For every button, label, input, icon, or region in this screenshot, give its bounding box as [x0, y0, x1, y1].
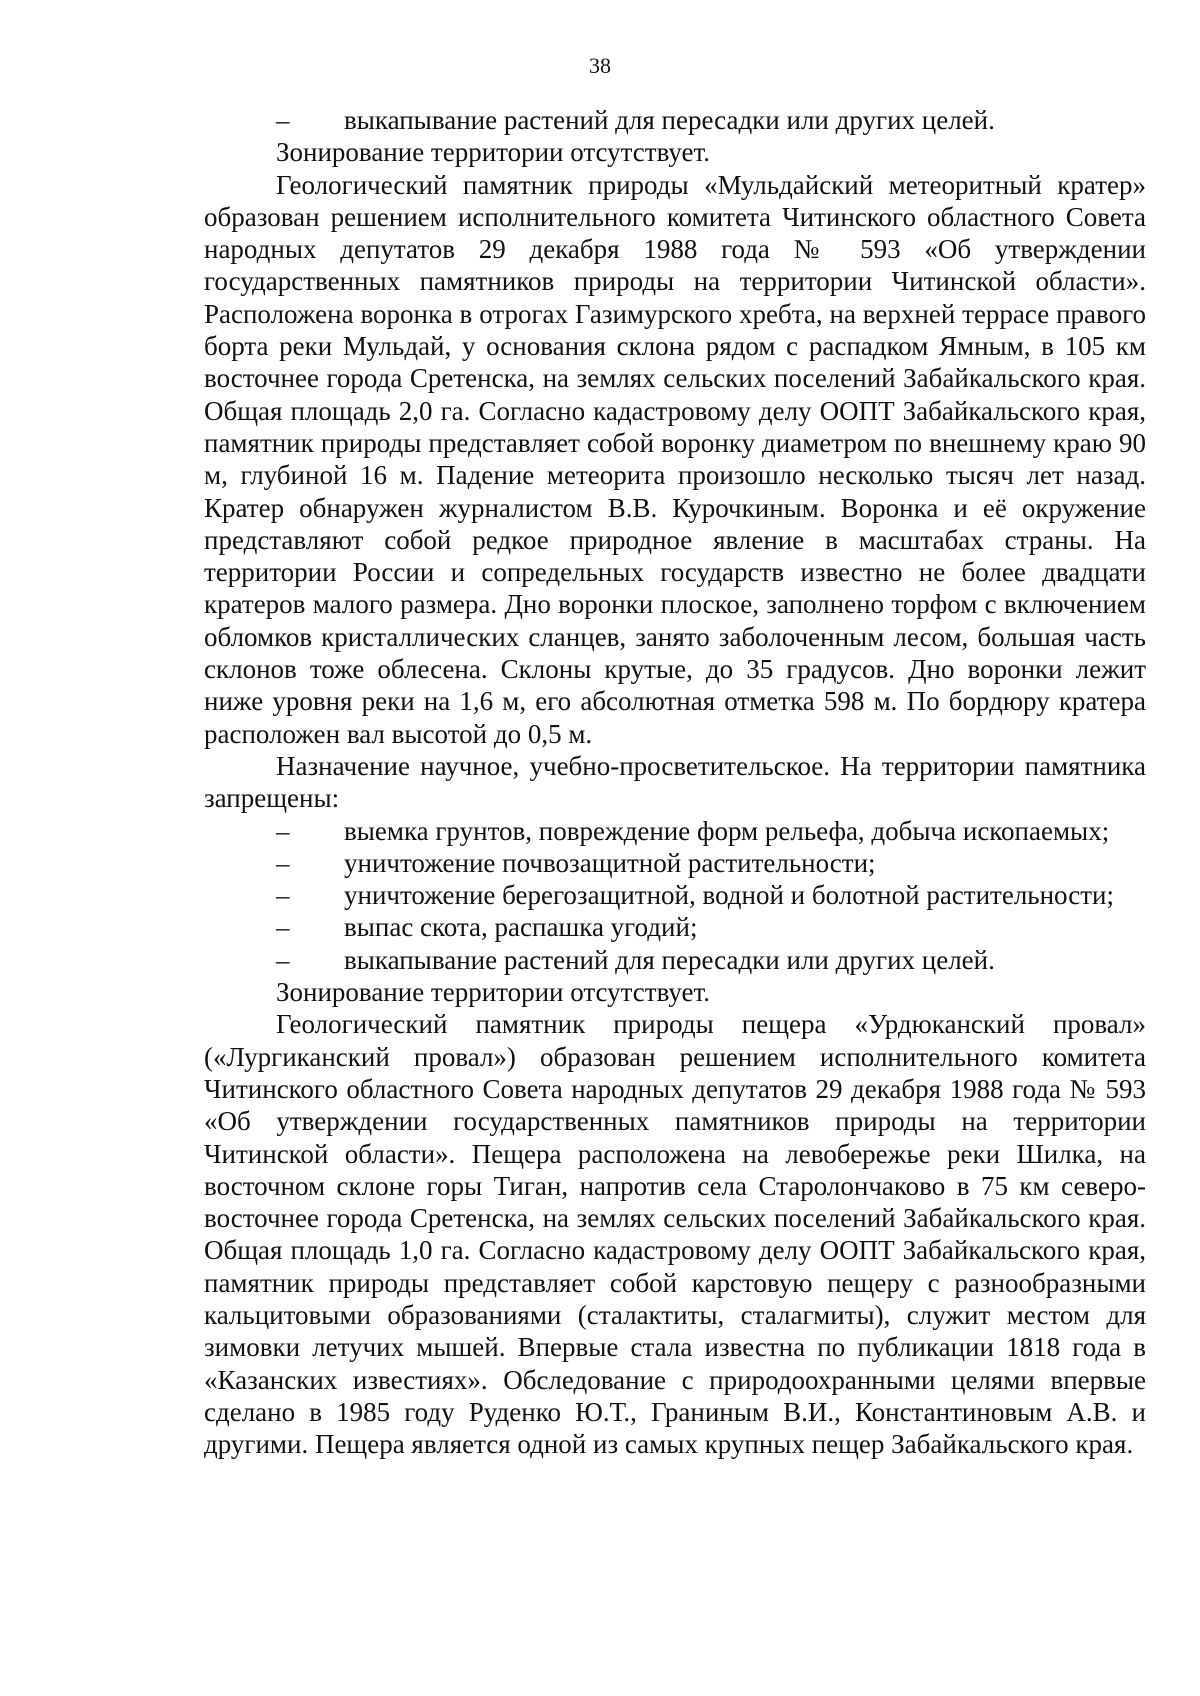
list-item: [204, 911, 1146, 943]
list-dash: –: [276, 815, 290, 846]
list-dash: –: [276, 944, 290, 975]
list-dash: –: [276, 880, 290, 911]
list-item-text: выкапывание растений для пересадки или других целей.: [344, 105, 995, 135]
paragraph-urdyukan-cave: Геологический памятник природы пещера «Урдюканский провал» («Лургиканский провал») образован решением исполнительного комитета Читинского областного Совета народных депутатов 29 декабря 1988 года № 593 «Об утверждении государственных памятников природы на территории Читинской области». Пещера расположена на левобережье реки Шилка, на восточном склоне горы Тиган, напротив села Старолончаково в 75 км северо-восточнее города Сретенска, на землях сельских поселений Забайкальского края. Общая площадь 1,0 га. Согласно кадастровому делу ООПТ Забайкальского края, памятник природы представляет собой карстовую пещеру с разнообразными кальцитовыми образованиями (сталактиты, сталагмиты), служит местом для зимовки летучих мышей. Впервые стала известна по публикации 1818 года в «Казанских известиях». Обследование с природоохранными целями впервые сделано в 1985 году Руденко Ю.Т., Граниным В.И., Константиновым А.В. и другими. Пещера является одной из самых крупных пещер Забайкальского края.: [204, 1009, 1146, 1460]
list-dash: –: [276, 105, 290, 135]
list-item: [204, 879, 1146, 911]
page-number: 38: [589, 53, 611, 78]
zoning-note: Зонирование территории отсутствует.: [276, 137, 711, 168]
list-item: [204, 815, 1146, 847]
document-body: [204, 104, 1146, 1460]
list-item-text: уничтожение берегозащитной, водной и болотной растительности;: [344, 880, 1114, 911]
paragraph-muldai-crater: Геологический памятник природы «Мульдайский метеоритный кратер» образован решением исполнительного комитета Читинского областного Совета народных депутатов 29 декабря 1988 года № 593 «Об утверждении государственных памятников природы на территории Читинской области». Расположена воронка в отрогах Газимурского хребта, на верхней террасе правого борта реки Мульдай, у основания склона рядом с распадком Ямным, в 105 км восточнее города Сретенска, на землях сельских поселений Забайкальского края. Общая площадь 2,0 га. Согласно кадастровому делу ООПТ Забайкальского края, памятник природы представляет собой воронку диаметром по внешнему краю 90 м, глубиной 16 м. Падение метеорита произошло несколько тысяч лет назад. Кратер обнаружен журналистом В.В. Курочкиным. Воронка и её окружение представляют собой редкое природное явление в масштабах страны. На территории России и сопредельных государств известно не более двадцати кратеров малого размера. Дно воронки плоское, заполнено торфом с включением обломков кристаллических сланцев, занято заболоченным лесом, большая часть склонов тоже облесена. Склоны крутые, до 35 градусов. Дно воронки лежит ниже уровня реки на 1,6 м, его абсолютная отметка 598 м. По бордюру кратера расположен вал высотой до 0,5 м.: [204, 169, 1146, 749]
list-item-text: выкапывание растений для пересадки или других целей.: [344, 944, 995, 975]
list-item-text: выемка грунтов, повреждение форм рельефа, добыча ископаемых;: [344, 815, 1110, 846]
list-item-text: выпас скота, распашка угодий;: [344, 912, 698, 943]
paragraph-purpose: Назначение научное, учебно-просветительское. На территории памятника запрещены:: [204, 750, 1146, 814]
list-item: [204, 944, 1146, 976]
list-item-text: уничтожение почвозащитной растительности;: [344, 847, 876, 878]
list-dash: –: [276, 847, 290, 878]
list-item: [204, 847, 1146, 879]
list-dash: –: [276, 912, 290, 943]
zoning-note: Зонирование территории отсутствует.: [276, 977, 711, 1008]
list-item: [204, 104, 1146, 136]
